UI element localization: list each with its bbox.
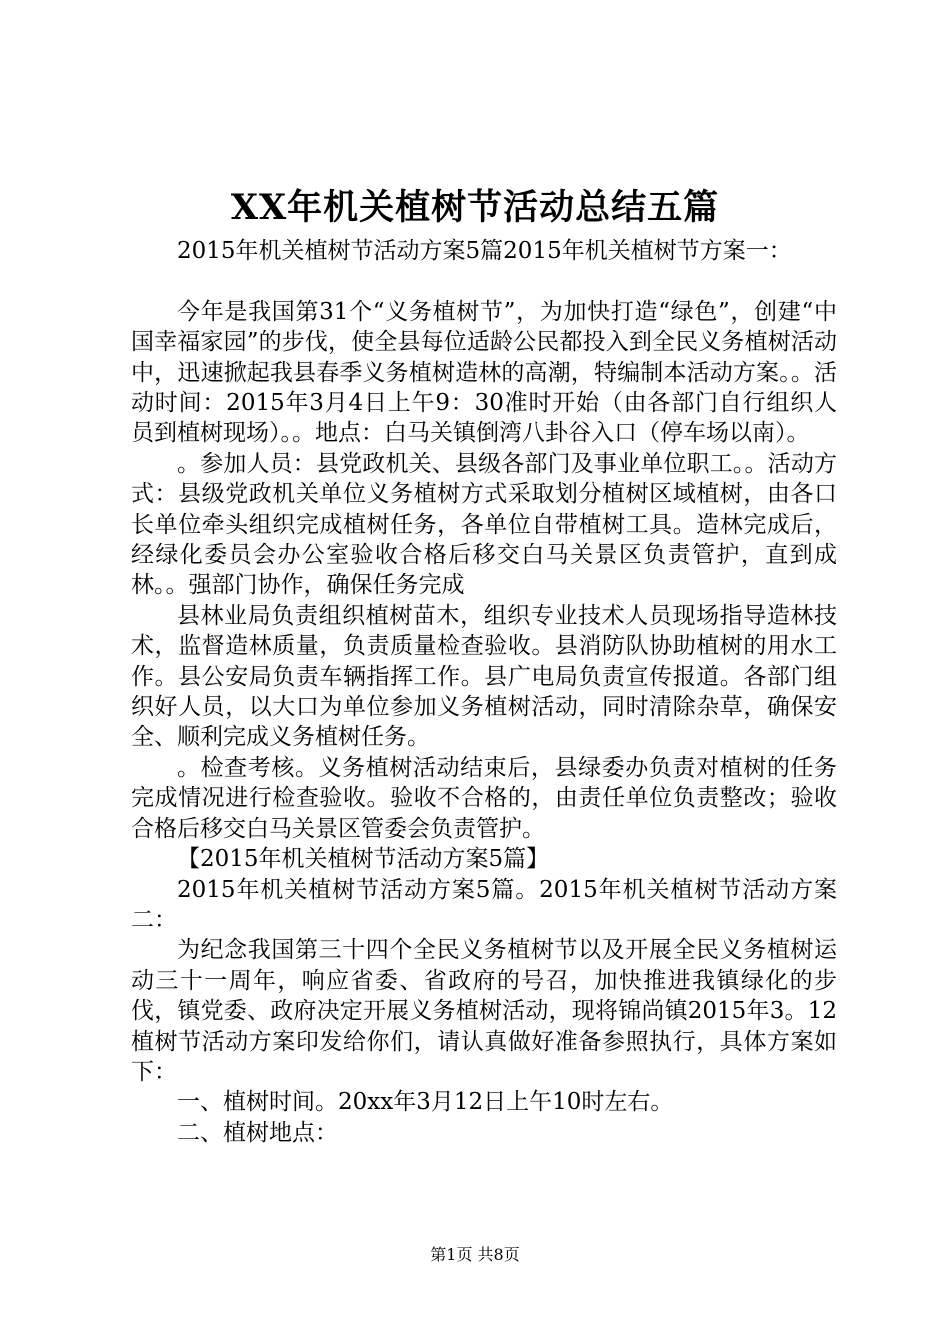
page-number-footer: 第1页 共8页 xyxy=(430,1245,520,1264)
paragraph: 县林业局负责组织植树苗木，组织专业技术人员现场指导造林技术，监督造林质量，负责质量检查验收。县消防队协助植树的用水工作。县公安局负责车辆指挥工作。县广电局负责宣传报道。各部门组织好人员，以大口为单位参加义务植树活动，同时清除杂草，确保安全、顺利完成义务植树任务。 xyxy=(131,602,837,751)
paragraph: 2015年机关植树节活动方案5篇。2015年机关植树节活动方案二： xyxy=(131,876,837,933)
paragraph: 。参加人员：县党政机关、县级各部门及事业单位职工。。活动方式：县级党政机关单位义务植树方式采取划分植树区域植树，由各口长单位牵头组织完成植树任务，各单位自带植树工具。造林完成后，经绿化委员会办公室验收合格后移交白马关景区负责管护，直到成林。。强部门协作，确保任务完成 xyxy=(131,450,837,599)
paragraph-spacer xyxy=(131,266,837,296)
paragraph: 一、植树时间。20xx年3月12日上午10时左右。 xyxy=(177,1089,674,1116)
document-body xyxy=(131,236,837,1148)
paragraph: 。检查考核。义务植树活动结束后，县绿委办负责对植树的任务完成情况进行检查验收。验收不合格的，由责任单位负责整改；验收合格后移交白马关景区管委会负责管护。 xyxy=(131,754,837,842)
paragraph: 2015年机关植树节活动方案5篇2015年机关植树节方案一： xyxy=(177,238,792,264)
paragraph: 为纪念我国第三十四个全民义务植树节以及开展全民义务植树运动三十一周年，响应省委、省政府的号召，加快推进我镇绿化的步伐，镇党委、政府决定开展义务植树活动，现将锦尚镇2015年3。12植树节活动方案印发给你们，请认真做好准备参照执行，具体方案如下： xyxy=(131,937,837,1085)
paragraph: 二、植树地点： xyxy=(177,1119,338,1146)
paragraph: 【2015年机关植树节活动方案5篇】 xyxy=(177,846,550,873)
document-title: XX年机关植树节活动总结五篇 xyxy=(230,187,720,228)
paragraph: 今年是我国第31个“义务植树节”，为加快打造“绿色”，创建“中国幸福家园”的步伐，使全县每位适龄公民都投入到全民义务植树活动中，迅速掀起我县春季义务植树造林的高潮，特编制本活动方案。。活动时间：2015年3月4日上午9：30准时开始（由各部门自行组织人员到植树现场）。。地点：白马关镇倒湾八卦谷入口（停车场以南）。 xyxy=(131,298,837,447)
